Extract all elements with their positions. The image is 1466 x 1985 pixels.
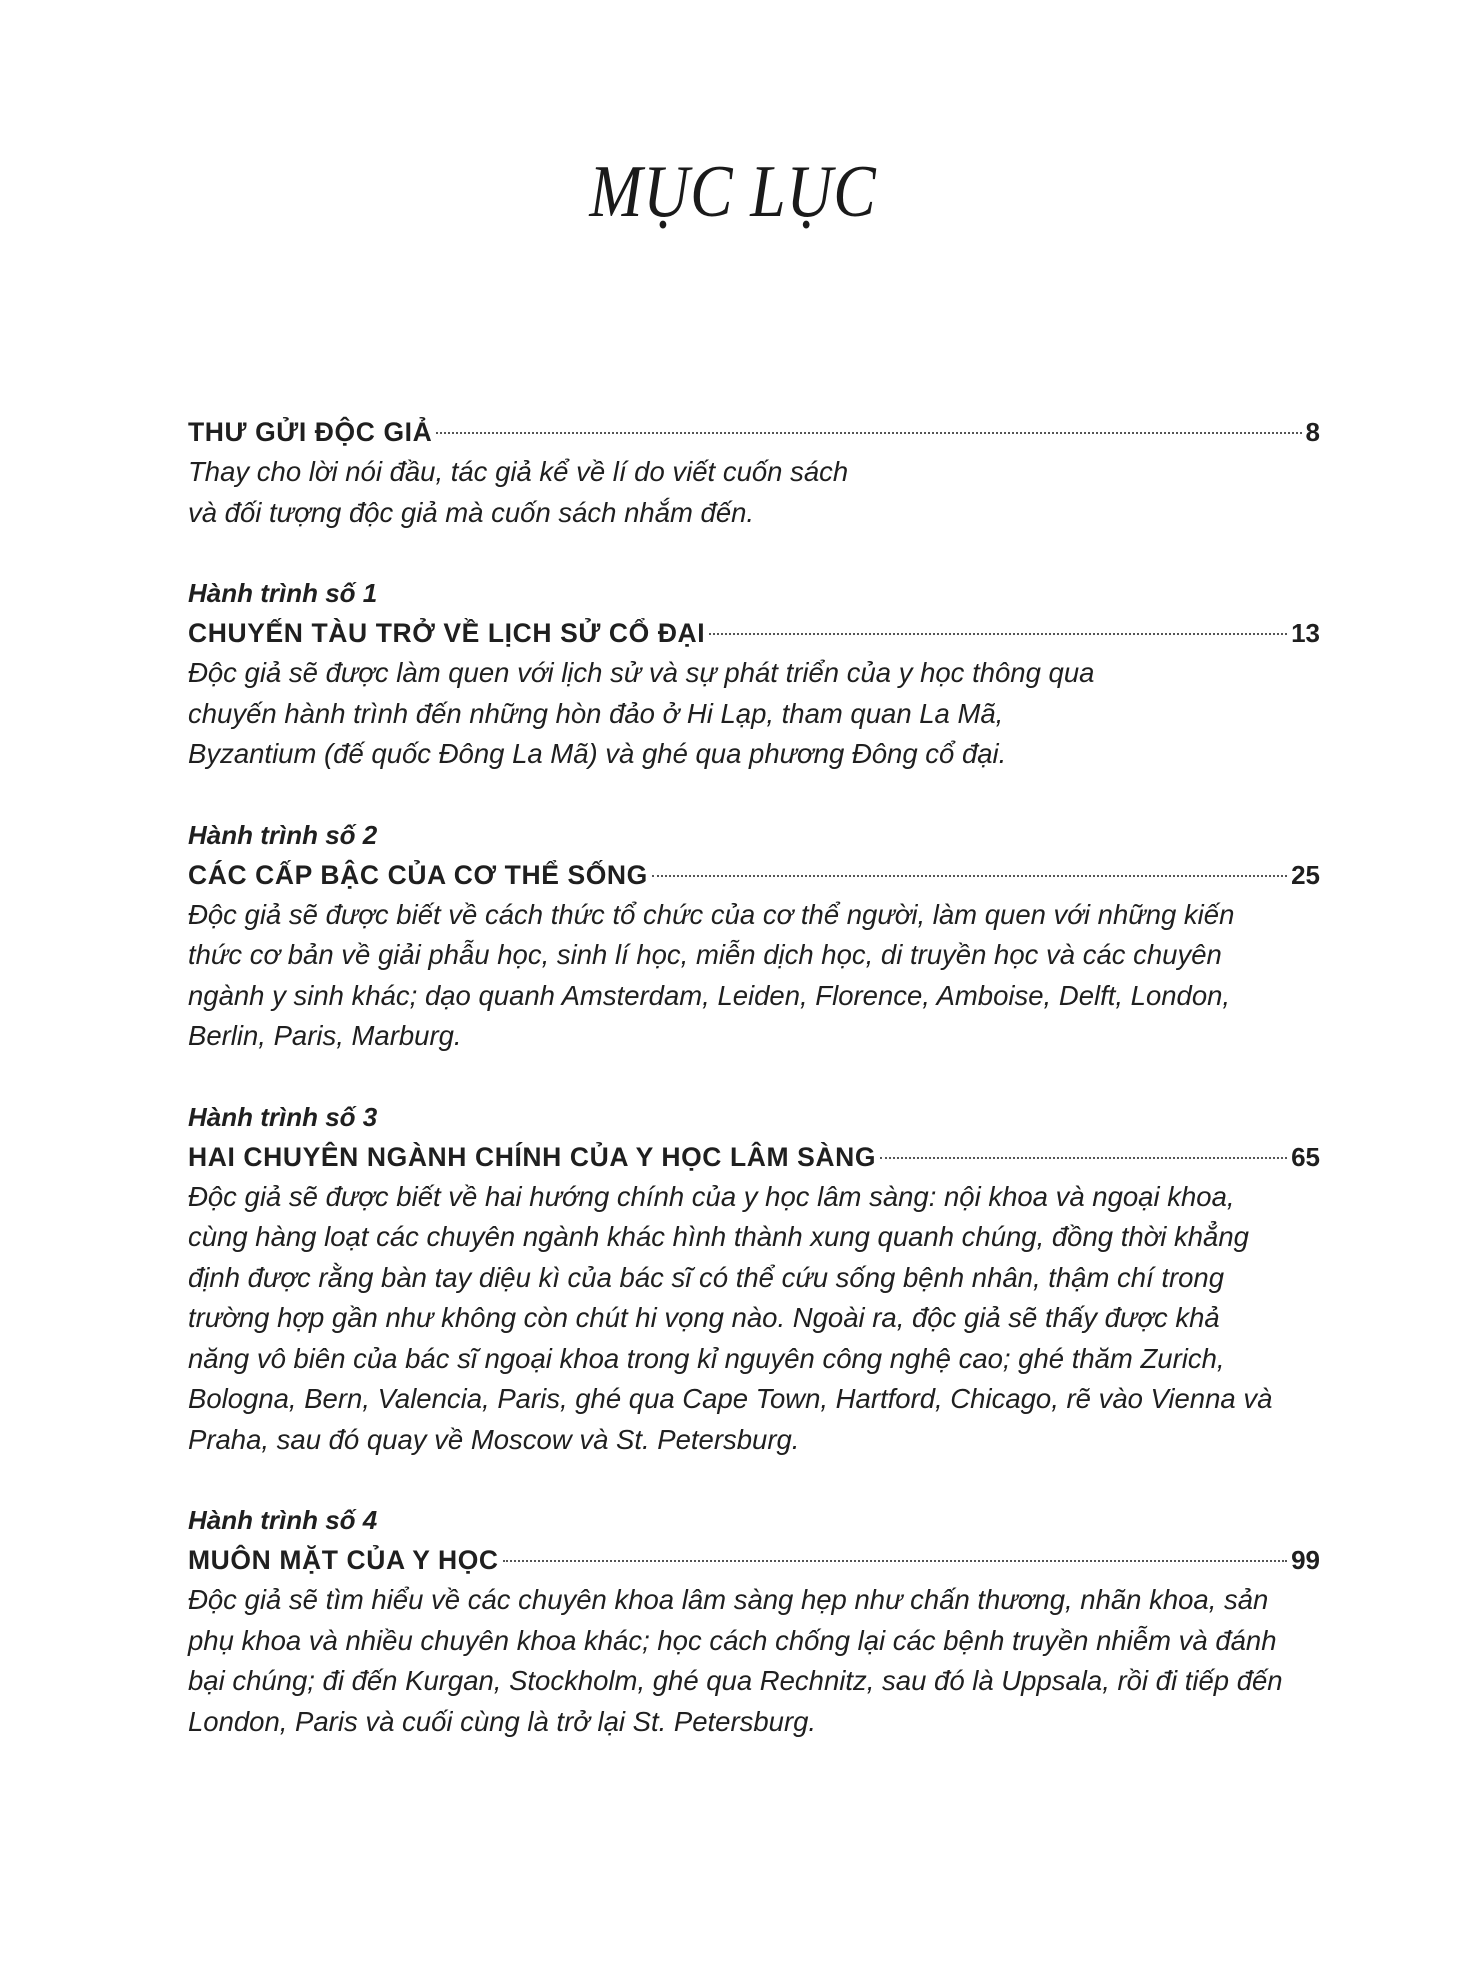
toc-page-number: 13 — [1291, 618, 1320, 648]
toc-heading-row[interactable] — [188, 1540, 1320, 1580]
journey-label: Hành trình số 3 — [188, 1101, 378, 1132]
toc-description — [188, 653, 1320, 775]
description-line: chuyến hành trình đến những hòn đảo ở Hi Lạp, tham quan La Mã, — [188, 697, 1004, 729]
toc-page-number: 99 — [1291, 1545, 1320, 1575]
toc-heading[interactable]: CHUYẾN TÀU TRỞ VỀ LỊCH SỬ CỔ ĐẠI — [188, 618, 706, 648]
journey-label: Hành trình số 2 — [188, 819, 378, 850]
description-line: Byzantium (đế quốc Đông La Mã) và ghé qua phương Đông cổ đại. — [188, 738, 1007, 769]
description-line: phụ khoa và nhiều chuyên khoa khác; học cách chống lại các bệnh truyền nhiễm và đánh — [188, 1624, 1277, 1656]
toc-heading[interactable]: THƯ GỬI ĐỘC GIẢ — [188, 417, 433, 447]
toc-heading-row[interactable] — [188, 412, 1320, 452]
description-line: cùng hàng loạt các chuyên ngành khác hình thành xung quanh chúng, đồng thời khẳng — [188, 1221, 1249, 1252]
description-line: Praha, sau đó quay về Moscow và St. Petersburg. — [188, 1423, 800, 1455]
toc-page-number: 65 — [1291, 1141, 1320, 1172]
dot-leader — [709, 633, 1287, 635]
description-line: Thay cho lời nói đầu, tác giả kể về lí do viết cuốn sách — [188, 456, 849, 487]
page-title: MỤC LỤC — [589, 151, 877, 233]
toc-description — [188, 1177, 1320, 1461]
toc-page-number: 25 — [1291, 859, 1320, 890]
journey-label: Hành trình số 1 — [188, 578, 378, 608]
toc-heading-row[interactable] — [188, 855, 1320, 895]
description-line: Độc giả sẽ được biết về hai hướng chính của y học lâm sàng: nội khoa và ngoại khoa, — [188, 1180, 1235, 1212]
description-line: bại chúng; đi đến Kurgan, Stockholm, ghé qua Rechnitz, sau đó là Uppsala, rồi đi tiếp đến — [188, 1665, 1283, 1696]
description-line: thức cơ bản về giải phẫu học, sinh lí học, miễn dịch học, di truyền học và các chuyên — [188, 939, 1222, 970]
dot-leader — [503, 1560, 1287, 1562]
dot-leader — [652, 875, 1287, 877]
table-of-contents — [188, 412, 1320, 1742]
description-line: ngành y sinh khác; dạo quanh Amsterdam, Leiden, Florence, Amboise, Delft, London, — [188, 979, 1231, 1011]
toc-heading[interactable]: MUÔN MẶT CỦA Y HỌC — [188, 1545, 499, 1575]
toc-entry-journey-2 — [188, 815, 1320, 1057]
toc-entry-journey-3 — [188, 1097, 1320, 1461]
description-line: định được rằng bàn tay diệu kì của bác sĩ có thể cứu sống bệnh nhân, thậm chí trong — [188, 1261, 1225, 1293]
toc-heading[interactable]: CÁC CẤP BẬC CỦA CƠ THỂ SỐNG — [188, 859, 648, 890]
toc-heading-row[interactable] — [188, 1137, 1320, 1177]
dot-leader — [436, 432, 1301, 434]
description-line: năng vô biên của bác sĩ ngoại khoa trong kỉ nguyên công nghệ cao; ghé thăm Zurich, — [188, 1342, 1225, 1374]
description-line: Độc giả sẽ được biết về cách thức tổ chức của cơ thể người, làm quen với những kiến — [188, 898, 1235, 930]
toc-entry-journey-4 — [188, 1500, 1320, 1742]
toc-page-number: 8 — [1305, 417, 1320, 447]
toc-heading-row[interactable] — [188, 613, 1320, 653]
description-line: Bologna, Bern, Valencia, Paris, ghé qua Cape Town, Hartford, Chicago, rẽ vào Vienna và — [188, 1383, 1273, 1414]
toc-description — [188, 452, 1320, 533]
description-line: và đối tượng độc giả mà cuốn sách nhắm đến. — [188, 496, 755, 528]
toc-heading[interactable]: HAI CHUYÊN NGÀNH CHÍNH CỦA Y HỌC LÂM SÀNG — [188, 1141, 877, 1172]
toc-description — [188, 1580, 1320, 1742]
description-line: trường hợp gần như không còn chút hi vọng nào. Ngoài ra, độc giả sẽ thấy được khả — [188, 1302, 1220, 1333]
journey-label: Hành trình số 4 — [188, 1505, 378, 1535]
description-line: Độc giả sẽ tìm hiểu về các chuyên khoa lâm sàng hẹp như chấn thương, nhãn khoa, sản — [188, 1584, 1269, 1615]
dot-leader — [880, 1157, 1287, 1159]
toc-entry-letter-to-readers — [188, 412, 1320, 533]
description-line: Độc giả sẽ được làm quen với lịch sử và sự phát triển của y học thông qua — [188, 657, 1095, 688]
description-line: Berlin, Paris, Marburg. — [188, 1020, 462, 1051]
toc-entry-journey-1 — [188, 573, 1320, 775]
description-line: London, Paris và cuối cùng là trở lại St. Petersburg. — [188, 1705, 817, 1737]
toc-description — [188, 895, 1320, 1057]
